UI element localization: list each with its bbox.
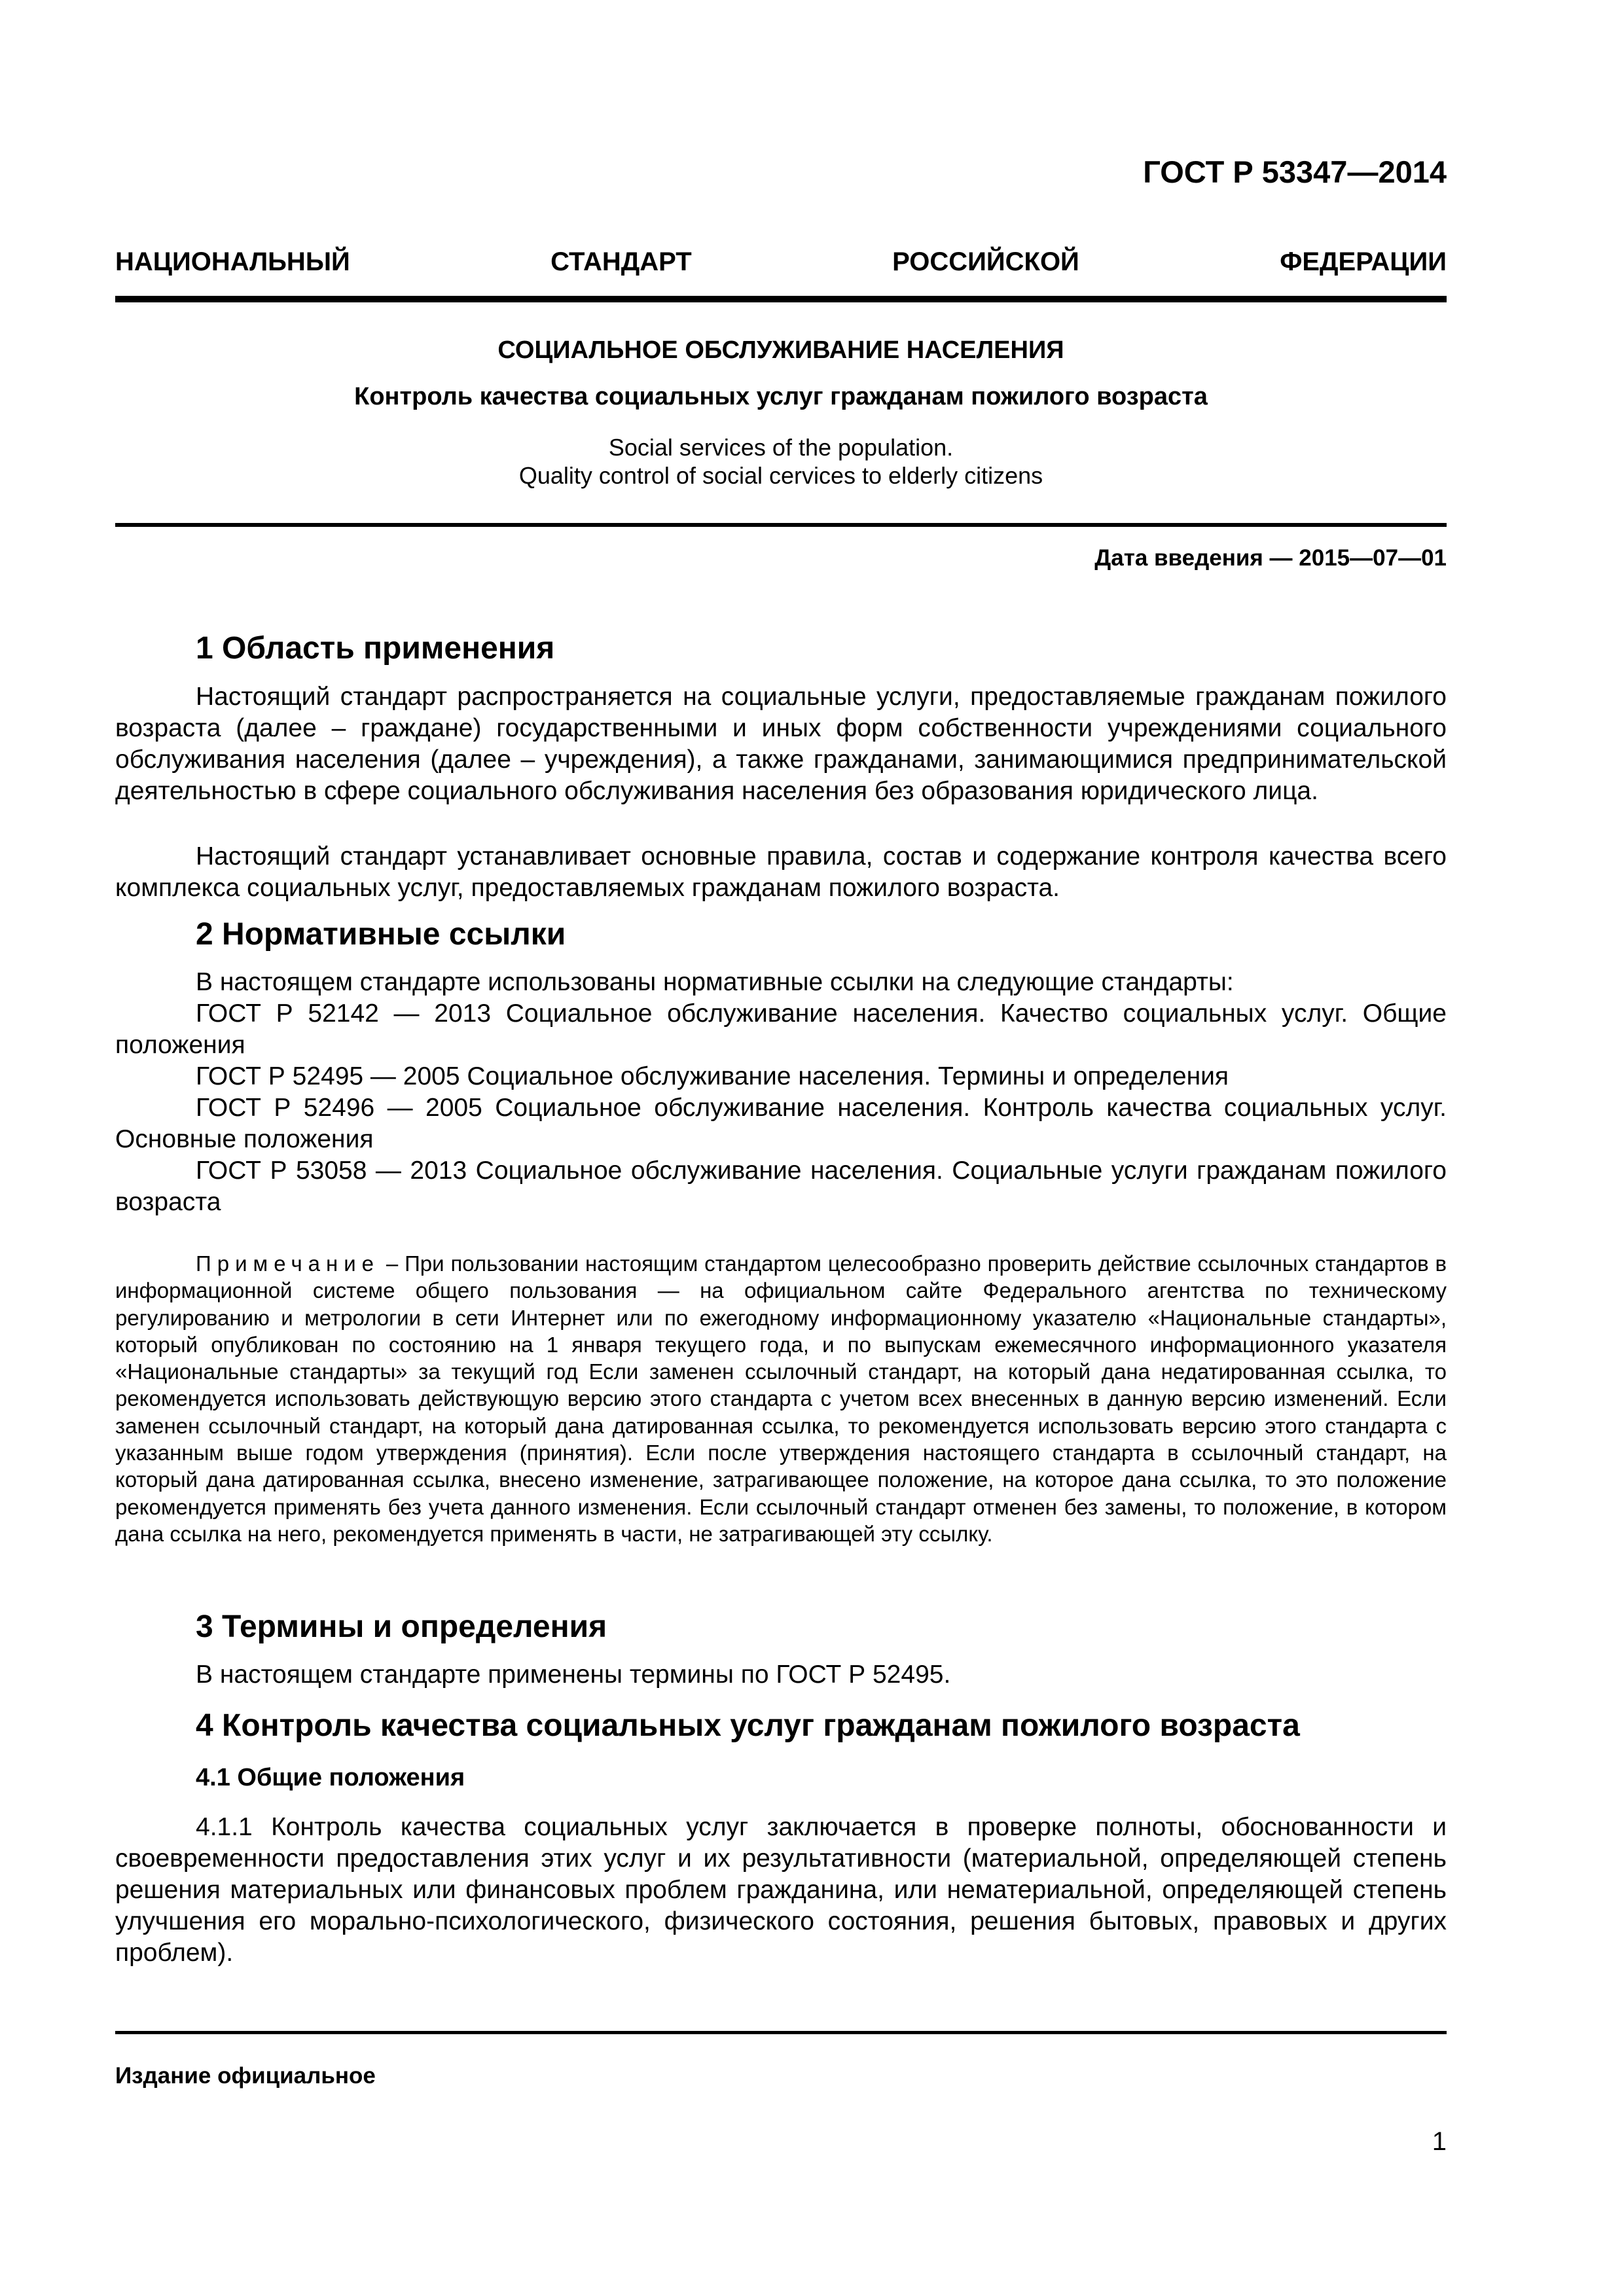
section-1-heading: 1 Область применения (196, 631, 555, 666)
document-page (115, 0, 1447, 2296)
note-label: Примечание (196, 1251, 380, 1276)
english-title-line-2: Quality control of social cervices to elderly citizens (518, 462, 1043, 489)
reference-item: ГОСТ Р 52142 — 2013 Социальное обслуживание населения. Качество социальных услуг. Общие положения (115, 999, 1447, 1059)
edition-label: Издание официальное (115, 2063, 376, 2089)
section-3-paragraph-1: В настоящем стандарте применены термины по ГОСТ Р 52495. (196, 1660, 951, 1689)
section-4-heading: 4 Контроль качества социальных услуг гражданам пожилого возраста (196, 1708, 1300, 1743)
document-title: СОЦИАЛЬНОЕ ОБСЛУЖИВАНИЕ НАСЕЛЕНИЯ (497, 336, 1064, 364)
document-subtitle: Контроль качества социальных услуг гражданам пожилого возраста (354, 383, 1208, 410)
header-divider (115, 296, 1447, 302)
footer-divider (115, 2031, 1447, 2034)
section-1-paragraph-1: Настоящий стандарт распространяется на социальные услуги, предоставляемые гражданам пожилого возраста (далее – граждане) государственными и иных форм собственности учреждениями социального обслуживания населения (далее – учреждения), а также гражданами, занимающимися предпринимательской деятельностью в сфере социального обслуживания населения без образования юридического лица. (115, 683, 1447, 805)
section-1-paragraph-2: Настоящий стандарт устанавливает основные правила, состав и содержание контроля качества всего комплекса социальных услуг, предоставляемых гражданам пожилого возраста. (115, 842, 1447, 902)
note-text: – При пользовании настоящим стандартом целесообразно проверить действие ссылочных стандартов в информационной системе общего пользования — на официальном сайте Федерального агентства по техническому регулированию и метрологии в сети Интернет или по ежегодному информационному указателю «Национальные стандарты», который опубликован по состоянию на 1 января текущего года, и по выпускам ежемесячного информационного указателя «Национальные стандарты» за текущий год Если заменен ссылочный стандарт, на который дана недатированная ссылка, то рекомендуется использовать действующую версию этого стандарта с учетом всех внесенных в данную версию изменений. Если заменен ссылочный стандарт, на который дана датированная ссылка, то рекомендуется использовать версию этого стандарта с указанным выше годом утверждения (принятия). Если после утверждения настоящего стандарта в ссылочный стандарт, на который дана датированная ссылка, внесено изменение, затрагивающее положение, на которое дана ссылка, то это положение рекомендуется применять без учета данного изменения. Если ссылочный стандарт отменен без замены, то положение, в котором дана ссылка на него, рекомендуется применять в части, не затрагивающей эту ссылку. (115, 1251, 1447, 1546)
section-3-heading: 3 Термины и определения (196, 1609, 607, 1644)
reference-item: ГОСТ Р 52495 — 2005 Социальное обслуживание населения. Термины и определения (196, 1062, 1229, 1090)
introduction-date: Дата введения — 2015—07—01 (1094, 545, 1447, 571)
title-divider (115, 523, 1447, 527)
page-number: 1 (1432, 2127, 1447, 2156)
section-4-1-heading: 4.1 Общие положения (196, 1764, 465, 1791)
national-standard-banner: НАЦИОНАЛЬНЫЙ СТАНДАРТ РОССИЙСКОЙ ФЕДЕРАЦИИ (115, 247, 1447, 276)
note-paragraph (115, 1250, 1447, 1547)
section-4-paragraph-1: 4.1.1 Контроль качества социальных услуг заключается в проверке полноты, обоснованности и своевременности предоставления этих услуг и их результативности (материальной, определяющей степень решения материальных или финансовых проблем гражданина, или нематериальной, определяющей степень улучшения его морально-психологического, физического состояния, решения бытовых, правовых и других проблем). (115, 1813, 1447, 1967)
document-number: ГОСТ Р 53347—2014 (1143, 154, 1447, 189)
reference-item: ГОСТ Р 52496 — 2005 Социальное обслуживание населения. Контроль качества социальных услуг. Основные положения (115, 1094, 1447, 1153)
english-title (115, 433, 1447, 490)
section-2-heading: 2 Нормативные ссылки (196, 917, 566, 952)
reference-item: ГОСТ Р 53058 — 2013 Социальное обслуживание населения. Социальные услуги гражданам пожилого возраста (115, 1157, 1447, 1216)
section-2-intro: В настоящем стандарте использованы нормативные ссылки на следующие стандарты: (196, 968, 1234, 996)
english-title-line-1: Social services of the population. (608, 434, 954, 461)
normative-references-list (115, 998, 1447, 1218)
